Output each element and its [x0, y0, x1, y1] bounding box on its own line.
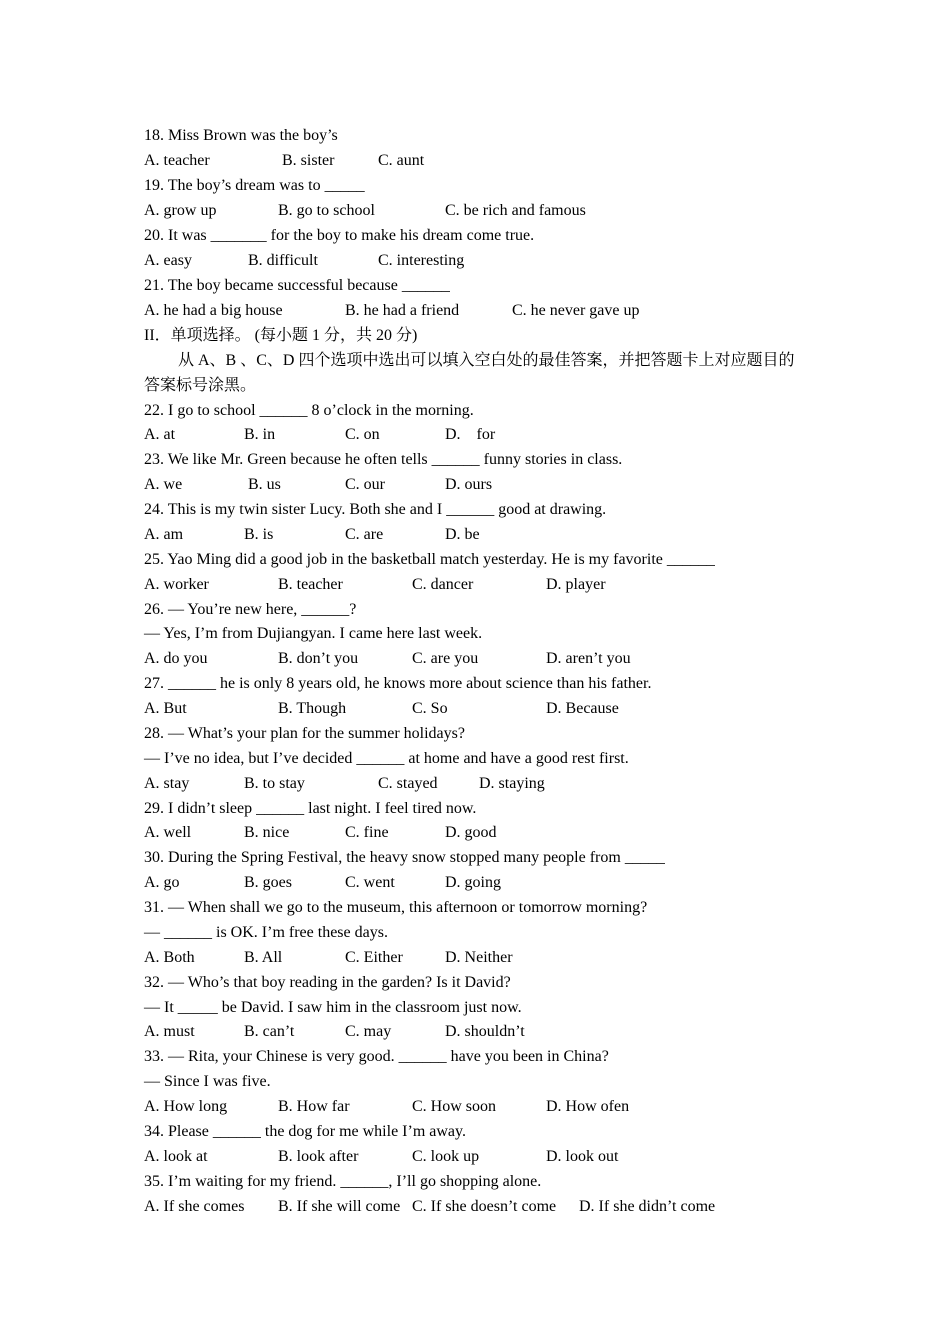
option-d: D. shouldn’t — [445, 1023, 525, 1040]
question-32-reply: — It _____ be David. I saw him in the classroom just now. — [144, 999, 522, 1016]
question-19-options — [144, 199, 586, 223]
option-a: A. at — [144, 426, 176, 443]
question-24-options — [144, 523, 480, 547]
option-b: B. teacher — [278, 576, 343, 593]
question-18-stem: 18. Miss Brown was the boy’s — [144, 127, 338, 144]
option-b: B. us — [248, 476, 281, 493]
option-c: C. If she doesn’t come — [412, 1198, 557, 1215]
option-a: A. Both — [144, 949, 195, 966]
option-d: D. Because — [546, 700, 619, 717]
question-27-stem: 27. ______ he is only 8 years old, he knows more about science than his father. — [144, 675, 652, 692]
option-b: B. go to school — [278, 202, 375, 219]
question-25-stem: 25. Yao Ming did a good job in the basketball match yesterday. He is my favorite ______ — [144, 551, 715, 568]
section-2-heading: II．单项选择。 (每小题 1 分，共 20 分) — [144, 327, 418, 344]
option-a: A. grow up — [144, 202, 217, 219]
option-c: C. be rich and famous — [445, 202, 586, 219]
question-28-stem: 28. — What’s your plan for the summer holidays? — [144, 725, 465, 742]
option-a: A. worker — [144, 576, 209, 593]
option-b: B. can’t — [244, 1023, 295, 1040]
option-a: A. But — [144, 700, 187, 717]
question-31-stem: 31. — When shall we go to the museum, this afternoon or tomorrow morning? — [144, 899, 648, 916]
question-28-reply: — I’ve no idea, but I’ve decided ______ at home and have a good rest first. — [144, 750, 629, 767]
option-a: A. look at — [144, 1148, 208, 1165]
question-26-stem: 26. — You’re new here, ______? — [144, 601, 357, 618]
question-32-options — [144, 1020, 525, 1044]
option-d: D. for — [445, 426, 496, 443]
option-d: D. How ofen — [546, 1098, 630, 1115]
option-c: C. fine — [345, 824, 389, 841]
option-a: A. am — [144, 526, 184, 543]
question-28-options — [144, 772, 545, 796]
option-b: B. is — [244, 526, 274, 543]
question-33-options — [144, 1095, 630, 1119]
section-2-instruction-line-1: 从 A、B 、C、D 四个选项中选出可以填入空白处的最佳答案，并把答题卡上对应题目的 — [178, 352, 795, 369]
question-29-options — [144, 821, 497, 845]
option-d: D. If she didn’t come — [579, 1198, 716, 1215]
option-c: C. may — [345, 1023, 392, 1040]
question-23-stem: 23. We like Mr. Green because he often tells ______ funny stories in class. — [144, 451, 623, 468]
option-a: A. stay — [144, 775, 190, 792]
option-a: A. If she comes — [144, 1198, 245, 1215]
question-30-options — [144, 871, 501, 895]
option-c: C. interesting — [378, 252, 465, 269]
section-2-instruction-line-2: 答案标号涂黑。 — [144, 377, 257, 394]
option-a: A. must — [144, 1023, 195, 1040]
question-32-stem: 32. — Who’s that boy reading in the garden? Is it David? — [144, 974, 511, 991]
option-b: B. look after — [278, 1148, 359, 1165]
option-b: B. If she will come — [278, 1198, 401, 1215]
option-c: C. are you — [412, 650, 479, 667]
option-b: B. All — [244, 949, 283, 966]
option-c: C. our — [345, 476, 385, 493]
option-d: D. staying — [479, 775, 545, 792]
option-b: B. he had a friend — [345, 302, 460, 319]
option-a: A. go — [144, 874, 180, 891]
option-d: D. be — [445, 526, 480, 543]
question-23-options — [144, 473, 493, 497]
question-26-reply: — Yes, I’m from Dujiangyan. I came here last week. — [144, 625, 483, 642]
option-c: C. on — [345, 426, 380, 443]
question-33-stem: 33. — Rita, your Chinese is very good. ______ have you been in China? — [144, 1048, 609, 1065]
option-c: C. are — [345, 526, 384, 543]
question-30-stem: 30. During the Spring Festival, the heavy snow stopped many people from _____ — [144, 849, 665, 866]
question-31-reply: — ______ is OK. I’m free these days. — [144, 924, 388, 941]
question-34-options — [144, 1145, 619, 1169]
option-b: B. How far — [278, 1098, 350, 1115]
option-a: A. he had a big house — [144, 302, 283, 319]
question-22-options — [144, 423, 496, 447]
question-33-reply: — Since I was five. — [144, 1073, 271, 1090]
question-18-options — [144, 149, 425, 173]
option-c: C. How soon — [412, 1098, 497, 1115]
option-d: D. aren’t you — [546, 650, 631, 667]
question-31-options — [144, 946, 513, 970]
question-24-stem: 24. This is my twin sister Lucy. Both she and I ______ good at drawing. — [144, 501, 607, 518]
question-21-stem: 21. The boy became successful because ______ — [144, 277, 450, 294]
option-a: A. we — [144, 476, 183, 493]
question-26-options — [144, 647, 631, 671]
option-b: B. don’t you — [278, 650, 359, 667]
option-a: A. teacher — [144, 152, 210, 169]
question-34-stem: 34. Please ______ the dog for me while I’m away. — [144, 1123, 466, 1140]
option-c: C. aunt — [378, 152, 425, 169]
question-20-stem: 20. It was _______ for the boy to make his dream come true. — [144, 227, 535, 244]
question-35-stem: 35. I’m waiting for my friend. ______, I’ll go shopping alone. — [144, 1173, 542, 1190]
option-c: C. dancer — [412, 576, 474, 593]
option-d: D. ours — [445, 476, 493, 493]
question-22-stem: 22. I go to school ______ 8 o’clock in the morning. — [144, 402, 474, 419]
option-b: B. goes — [244, 874, 292, 891]
option-c: C. So — [412, 700, 448, 717]
option-d: D. good — [445, 824, 497, 841]
option-d: D. Neither — [445, 949, 513, 966]
question-21-options — [144, 299, 640, 323]
option-a: A. How long — [144, 1098, 228, 1115]
option-c: C. went — [345, 874, 395, 891]
question-20-options — [144, 249, 465, 273]
option-d: D. going — [445, 874, 501, 891]
option-a: A. do you — [144, 650, 208, 667]
option-b: B. difficult — [248, 252, 318, 269]
question-25-options — [144, 573, 606, 597]
option-a: A. easy — [144, 252, 192, 269]
option-d: D. player — [546, 576, 606, 593]
option-a: A. well — [144, 824, 192, 841]
question-27-options — [144, 697, 619, 721]
question-19-stem: 19. The boy’s dream was to _____ — [144, 177, 365, 194]
option-b: B. nice — [244, 824, 290, 841]
option-c: C. Either — [345, 949, 403, 966]
option-b: B. in — [244, 426, 276, 443]
option-b: B. sister — [282, 152, 335, 169]
option-d: D. look out — [546, 1148, 619, 1165]
question-29-stem: 29. I didn’t sleep ______ last night. I feel tired now. — [144, 800, 477, 817]
option-c: C. look up — [412, 1148, 480, 1165]
question-35-options — [144, 1195, 716, 1219]
option-c: C. stayed — [378, 775, 438, 792]
option-b: B. to stay — [244, 775, 305, 792]
option-b: B. Though — [278, 700, 347, 717]
option-c: C. he never gave up — [512, 302, 640, 319]
